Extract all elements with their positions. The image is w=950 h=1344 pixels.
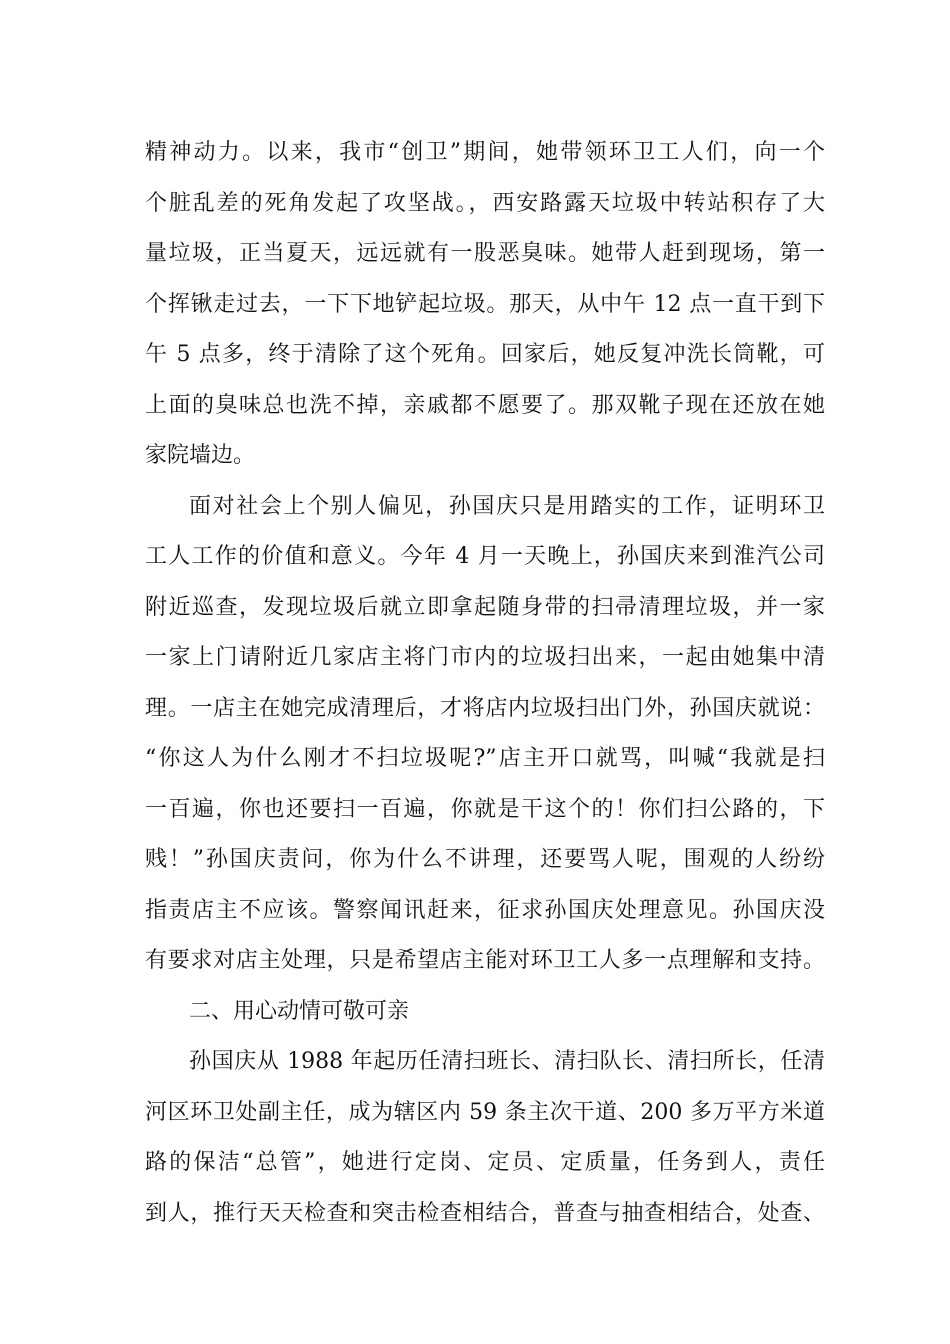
- text-line: 贱！”孙国庆责问，你为什么不讲理，还要骂人呢，围观的人纷纷: [145, 847, 825, 872]
- text-line: 到人，推行天天检查和突击检查相结合，普查与抽查相结合，处查、: [145, 1200, 825, 1226]
- document-body: [145, 128, 825, 1239]
- text-line: 家院墙边。: [145, 443, 256, 468]
- text-line: 个脏乱差的死角发起了攻坚战。，西安路露天垃圾中转站积存了大: [145, 190, 825, 216]
- text-line: 孙国庆从 1988 年起历任清扫班长、清扫队长、清扫所长，任清: [189, 1049, 825, 1074]
- text-line: 指责店主不应该。警察闻讯赶来，征求孙国庆处理意见。孙国庆没: [145, 897, 825, 923]
- text-line: 个挥锹走过去，一下下地铲起垃圾。那天，从中午 12 点一直干到下: [145, 291, 825, 317]
- text-line: 附近巡查，发现垃圾后就立即拿起随身带的扫帚清理垃圾，并一家: [145, 594, 825, 620]
- text-line: 有要求对店主处理，只是希望店主能对环卫工人多一点理解和支持。: [145, 948, 825, 973]
- text-line: 二、用心动情可敬可亲: [189, 998, 410, 1024]
- text-line: 路的保洁“总管”，她进行定岗、定员、定质量，任务到人，责任: [145, 1150, 825, 1175]
- text-line: 精神动力。以来，我市“创卫”期间，她带领环卫工人们，向一个: [145, 140, 825, 165]
- text-line: “你这人为什么刚才不扫垃圾呢?”店主开口就骂，叫喊“我就是扫: [145, 746, 825, 771]
- text-line: 工人工作的价值和意义。今年 4 月一天晚上，孙国庆来到淮汽公司: [145, 544, 825, 569]
- text-line: 理。一店主在她完成清理后，才将店内垃圾扫出门外，孙国庆就说：: [145, 695, 825, 721]
- text-line: 河区环卫处副主任，成为辖区内 59 条主次干道、200 多万平方米道: [145, 1099, 825, 1125]
- text-line: 一百遍，你也还要扫一百遍，你就是干这个的！你们扫公路的，下: [145, 796, 825, 822]
- text-line: 一家上门请附近几家店主将门市内的垃圾扫出来，一起由她集中清: [145, 645, 825, 670]
- text-line: 面对社会上个别人偏见，孙国庆只是用踏实的工作，证明环卫: [189, 493, 825, 519]
- text-line: 量垃圾，正当夏天，远远就有一股恶臭味。她带人赶到现场，第一: [145, 241, 825, 266]
- text-line: 午 5 点多，终于清除了这个死角。回家后，她反复冲洗长筒靴，可: [145, 342, 825, 367]
- text-line: 上面的臭味总也洗不掉，亲戚都不愿要了。那双靴子现在还放在她: [145, 392, 825, 418]
